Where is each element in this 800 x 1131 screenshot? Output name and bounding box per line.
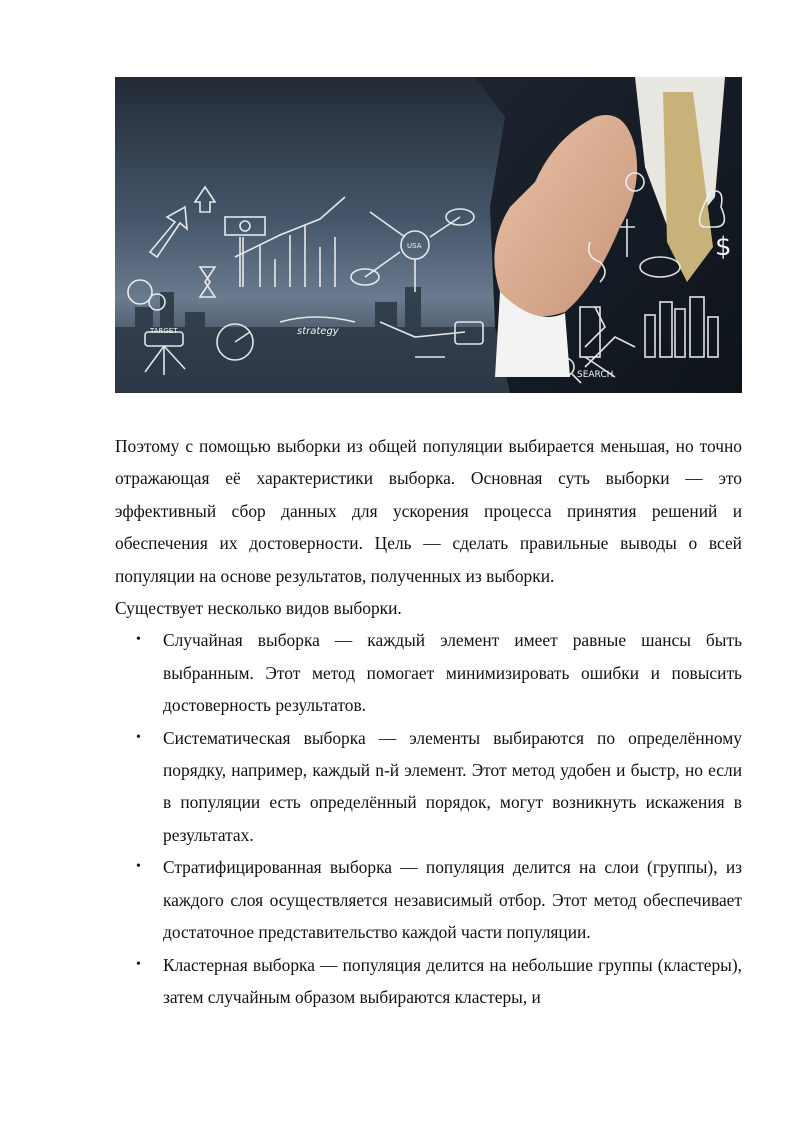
list-item-text: Стратифицированная выборка — популяция делится на слои (группы), из каждого слоя осуществляется независимый отбор. Этот метод обеспечивает достаточное представительство каждой части популяции. xyxy=(163,857,742,943)
document-body xyxy=(115,430,742,1013)
search-sketch-label: SEARCH xyxy=(577,370,614,380)
list-item xyxy=(136,851,742,948)
list-item-text: Случайная выборка — каждый элемент имеет равные шансы быть выбранным. Этот метод помогает минимизировать ошибки и повысить достоверность результатов. xyxy=(163,630,742,716)
list-item xyxy=(136,722,742,852)
strategy-sketch-label: strategy xyxy=(297,326,339,337)
usa-sketch-label: USA xyxy=(407,242,422,250)
bullet-icon: • xyxy=(136,632,141,648)
target-sketch-label: TARGET xyxy=(150,327,178,335)
bullet-icon: • xyxy=(136,859,141,875)
kinds-lead-paragraph: Существует несколько видов выборки. xyxy=(115,598,402,619)
list-item xyxy=(136,949,742,1014)
list-item xyxy=(136,624,742,721)
dollar-sign-icon: $ xyxy=(715,232,732,262)
bullet-icon: • xyxy=(136,729,141,745)
business-strategy-image xyxy=(115,77,742,393)
list-item-text: Систематическая выборка — элементы выбираются по определённому порядку, например, каждый n-й элемент. Этот метод удобен и быстр, но если в популяции есть определённый порядок, могут возникнуть искажения в результатах. xyxy=(163,727,742,845)
bullet-icon: • xyxy=(136,956,141,972)
intro-paragraph: Поэтому с помощью выборки из общей популяции выбирается меньшая, но точно отражающая её характеристики выборка. Основная суть выборки — это эффективный сбор данных для ускорения процесса принятия решений и обеспечения их достоверности. Цель — сделать правильные выводы о всей популяции на основе результатов, полученных из выборки. xyxy=(115,436,742,586)
sampling-types-list xyxy=(115,624,742,1013)
list-item-text: Кластерная выборка — популяция делится на небольшие группы (кластеры), затем случайным образом выбираются кластеры, и xyxy=(163,954,742,1007)
